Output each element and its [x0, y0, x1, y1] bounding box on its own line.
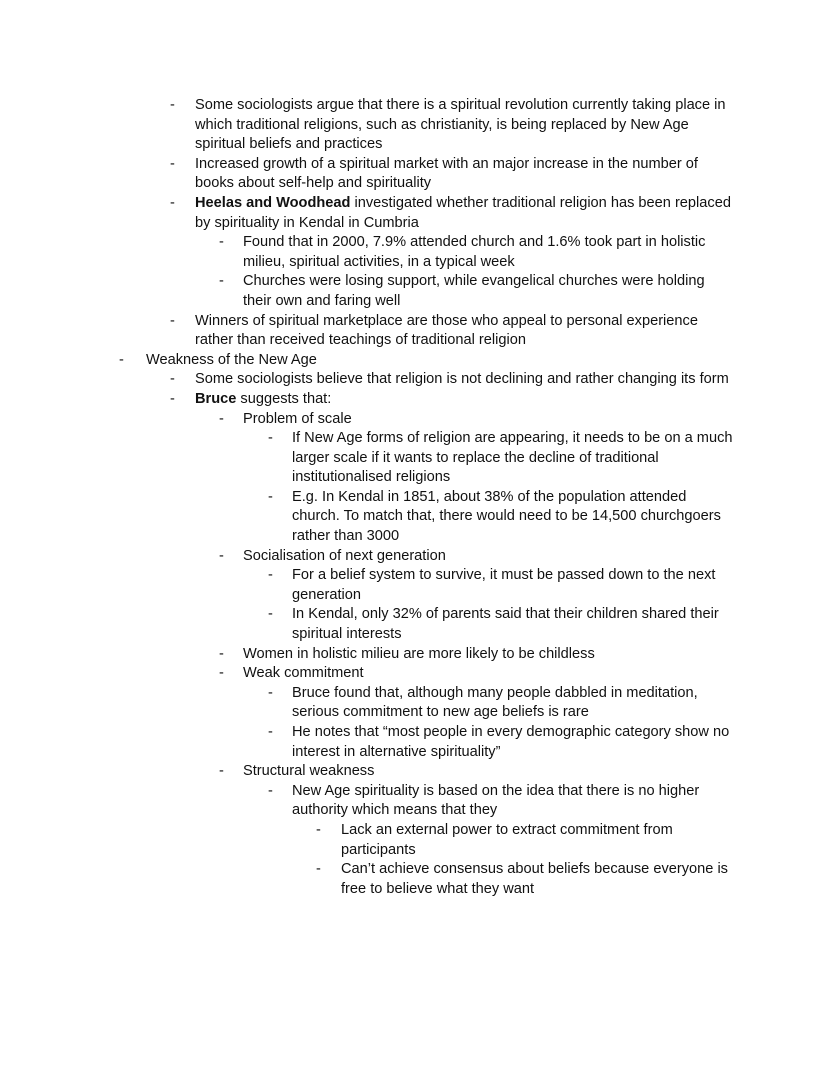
- bold-term: Bruce: [195, 390, 237, 407]
- list-item: [0, 566, 737, 605]
- bullet-list: [0, 96, 828, 899]
- list-item: [0, 645, 723, 665]
- list-item: [0, 351, 746, 371]
- item-text: Churches were losing support, while evangelical churches were holding their own and faring well: [243, 273, 705, 309]
- list-item: [0, 96, 735, 155]
- bullet-dash: -: [268, 430, 273, 447]
- item-text: investigated whether traditional religion has been replaced by spirituality in Kendal in Cumbria: [195, 194, 731, 231]
- bullet-dash: -: [316, 861, 321, 878]
- list-item: [0, 782, 737, 821]
- item-text: For a belief system to survive, it must be passed down to the next generation: [292, 567, 716, 603]
- item-text: Weakness of the New Age: [146, 351, 317, 368]
- list-item: [0, 194, 735, 233]
- item-text: Bruce found that, although many people dabbled in meditation, serious commitment to new age beliefs is rare: [292, 684, 698, 721]
- item-text: Structural weakness: [243, 763, 375, 780]
- list-item: [0, 370, 735, 390]
- item-text: Found that in 2000, 7.9% attended church and 1.6% took part in holistic milieu, spiritual activities, in a typical week: [243, 234, 706, 270]
- list-item: [0, 762, 723, 782]
- item-text: Some sociologists argue that there is a spiritual revolution currently taking place in which traditional religions, such as christianity, is being replaced by New Age spiritual beliefs and practices: [195, 97, 726, 153]
- item-text: In Kendal, only 32% of parents said that their children shared their spiritual interests: [292, 606, 719, 643]
- bullet-dash: -: [170, 390, 175, 407]
- item-text: Winners of spiritual marketplace are those who appeal to personal experience rather than received teachings of traditional religion: [195, 312, 698, 349]
- bullet-dash: -: [268, 724, 273, 740]
- list-item: [0, 429, 737, 488]
- bullet-dash: -: [219, 763, 224, 780]
- list-item: [0, 547, 723, 567]
- bullet-dash: -: [268, 782, 273, 799]
- bullet-dash: -: [119, 351, 124, 368]
- bold-term: Heelas and Woodhead: [195, 194, 351, 211]
- item-text: If New Age forms of religion are appearing, it needs to be on a much larger scale if it wants to replace the decline of traditional institutionalised religions: [292, 430, 733, 486]
- item-text: E.g. In Kendal in 1851, about 38% of the population attended church. To match that, there would need to be 14,500 churchgoers rather than 3000: [292, 488, 721, 545]
- bullet-dash: -: [219, 547, 224, 564]
- bullet-dash: -: [170, 194, 175, 211]
- bullet-dash: -: [268, 567, 273, 584]
- item-text: Some sociologists believe that religion is not declining and rather changing its form: [195, 371, 729, 388]
- bullet-dash: -: [316, 821, 321, 838]
- bullet-dash: -: [170, 371, 175, 388]
- bullet-dash: -: [268, 684, 273, 701]
- item-text: Weak commitment: [243, 665, 364, 682]
- bullet-dash: -: [219, 665, 224, 682]
- bullet-dash: -: [219, 273, 224, 290]
- list-item: [0, 605, 737, 644]
- list-item: [0, 410, 723, 430]
- list-item: [0, 821, 731, 860]
- bullet-dash: -: [268, 606, 273, 623]
- list-item: [0, 723, 737, 762]
- bullet-dash: -: [170, 312, 175, 329]
- item-text: New Age spirituality is based on the idea that there is no higher authority which means that they: [292, 782, 700, 819]
- bullet-dash: -: [219, 410, 224, 427]
- bullet-dash: -: [170, 155, 175, 172]
- item-text: He notes that “most people in every demographic category show no interest in alternative spirituality”: [292, 724, 730, 760]
- bullet-dash: -: [170, 97, 175, 113]
- item-text: Can’t achieve consensus about beliefs because everyone is free to believe what they want: [341, 861, 728, 897]
- list-item: [0, 390, 735, 410]
- list-item: [0, 488, 737, 547]
- item-text: Women in holistic milieu are more likely to be childless: [243, 645, 595, 662]
- list-item: [0, 312, 735, 351]
- bullet-dash: -: [268, 488, 273, 505]
- list-item: [0, 684, 737, 723]
- list-item: [0, 155, 735, 194]
- item-text: Problem of scale: [243, 410, 352, 427]
- bullet-dash: -: [219, 645, 224, 662]
- list-item: [0, 860, 731, 899]
- bullet-dash: -: [219, 234, 224, 251]
- item-text: Increased growth of a spiritual market with an major increase in the number of books about self-help and spirituality: [195, 155, 698, 192]
- item-text: suggests that:: [236, 390, 332, 407]
- item-text: Lack an external power to extract commitment from participants: [341, 821, 673, 858]
- item-text: Socialisation of next generation: [243, 547, 446, 564]
- list-item: [0, 664, 723, 684]
- list-item: [0, 272, 723, 311]
- list-item: [0, 233, 723, 272]
